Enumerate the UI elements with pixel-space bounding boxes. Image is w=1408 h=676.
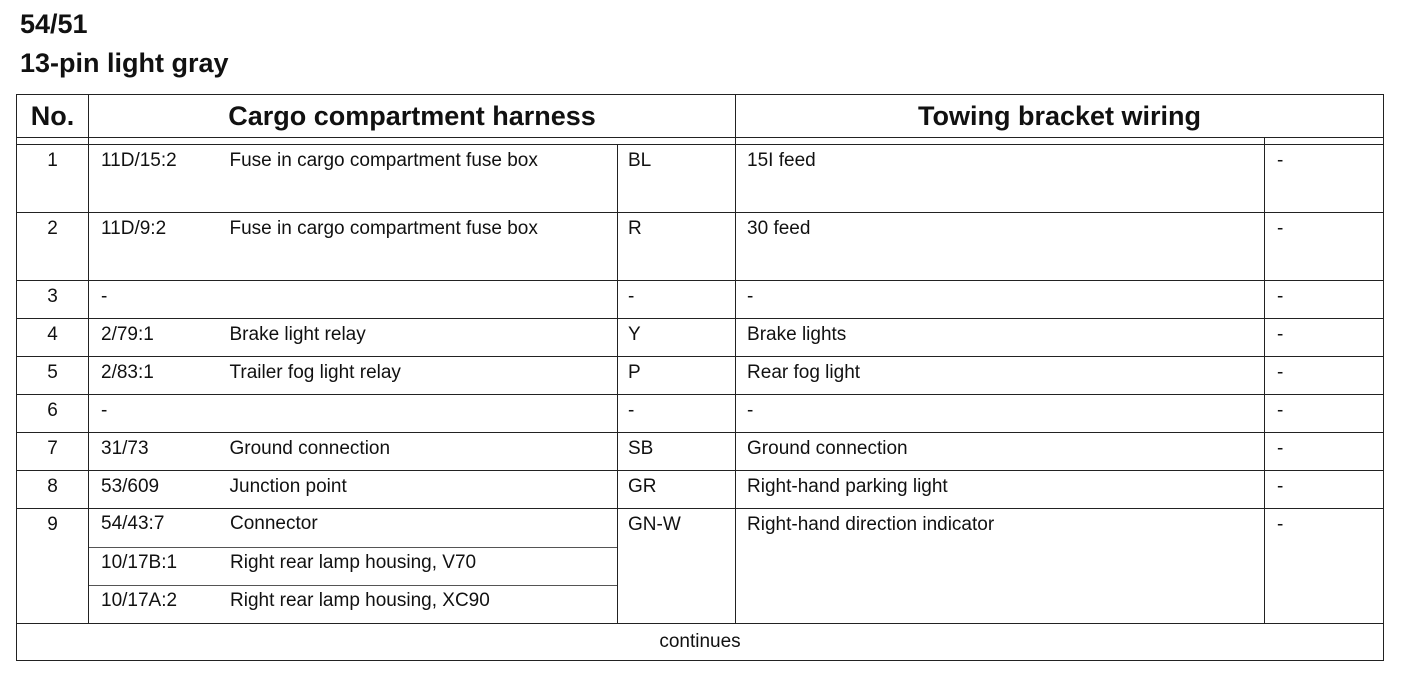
- table-row: [17, 433, 1384, 471]
- pin-code: 10/17A:2: [101, 590, 178, 611]
- subrow: [89, 547, 617, 585]
- wire-color: -: [618, 281, 736, 319]
- pin-number: 4: [17, 319, 89, 357]
- pinout-table: [16, 94, 1384, 661]
- pin-number: 1: [17, 145, 89, 213]
- connector-id: 54/51: [20, 9, 88, 39]
- table-row: [17, 213, 1384, 281]
- pin-code: 31/73: [89, 433, 230, 471]
- connector-description: 13-pin light gray: [20, 48, 229, 78]
- towing-function: -: [736, 395, 1265, 433]
- towing-function: Brake lights: [736, 319, 1265, 357]
- subrow: [89, 509, 617, 547]
- table-row: [17, 281, 1384, 319]
- pin-description: Trailer fog light relay: [230, 357, 618, 395]
- pin-code: 2/79:1: [89, 319, 230, 357]
- towing-extra: -: [1265, 145, 1384, 213]
- continues-label: continues: [17, 624, 1384, 661]
- wire-color: BL: [618, 145, 736, 213]
- pin-code: 11D/9:2: [89, 213, 230, 281]
- wire-color: R: [618, 213, 736, 281]
- pin-description: Right rear lamp housing, V70: [230, 552, 477, 573]
- pin-subrows: [89, 509, 618, 624]
- towing-extra: -: [1265, 395, 1384, 433]
- towing-function: 30 feed: [736, 213, 1265, 281]
- pin-code: 11D/15:2: [89, 145, 230, 213]
- pin-description: Junction point: [230, 471, 618, 509]
- pin-description: [230, 395, 618, 433]
- pin-number: 9: [17, 509, 89, 624]
- pin-code: 10/17B:1: [101, 552, 178, 573]
- pin-description: Right rear lamp housing, XC90: [230, 590, 490, 611]
- wire-color: GR: [618, 471, 736, 509]
- wire-color: P: [618, 357, 736, 395]
- pin-number: 5: [17, 357, 89, 395]
- towing-extra: -: [1265, 213, 1384, 281]
- pin-code: -: [89, 281, 230, 319]
- pin-description: Fuse in cargo compartment fuse box: [230, 213, 618, 281]
- pin-code: 2/83:1: [89, 357, 230, 395]
- towing-function: Rear fog light: [736, 357, 1265, 395]
- pin-description: Fuse in cargo compartment fuse box: [230, 145, 618, 213]
- header-cargo: Cargo compartment harness: [89, 95, 736, 138]
- pin-code: 54/43:7: [101, 513, 165, 534]
- table-row: [17, 357, 1384, 395]
- table-row: [17, 145, 1384, 213]
- table-header-row: [17, 95, 1384, 138]
- header-no: No.: [17, 95, 89, 138]
- pin-number: 3: [17, 281, 89, 319]
- header-towing: Towing bracket wiring: [736, 95, 1384, 138]
- towing-extra: -: [1265, 509, 1384, 624]
- wire-color: GN-W: [618, 509, 736, 624]
- pin-number: 7: [17, 433, 89, 471]
- towing-extra: -: [1265, 433, 1384, 471]
- wire-color: SB: [618, 433, 736, 471]
- towing-function: Ground connection: [736, 433, 1265, 471]
- table-row: [17, 395, 1384, 433]
- pin-description: [230, 281, 618, 319]
- towing-function: Right-hand direction indicator: [736, 509, 1265, 624]
- header-gap: [17, 138, 1384, 145]
- pin-description: Ground connection: [230, 433, 618, 471]
- table-row: [17, 471, 1384, 509]
- subrow: [89, 585, 617, 623]
- towing-function: Right-hand parking light: [736, 471, 1265, 509]
- towing-extra: -: [1265, 357, 1384, 395]
- pin-description: Connector: [230, 513, 318, 534]
- pin-code: 53/609: [89, 471, 230, 509]
- wire-color: Y: [618, 319, 736, 357]
- pin-description: Brake light relay: [230, 319, 618, 357]
- pin-code: -: [89, 395, 230, 433]
- towing-function: 15I feed: [736, 145, 1265, 213]
- table-row: [17, 509, 1384, 624]
- table-row: [17, 319, 1384, 357]
- pin-number: 8: [17, 471, 89, 509]
- pin-number: 6: [17, 395, 89, 433]
- towing-extra: -: [1265, 281, 1384, 319]
- towing-function: -: [736, 281, 1265, 319]
- continues-row: [17, 624, 1384, 661]
- towing-extra: -: [1265, 471, 1384, 509]
- wire-color: -: [618, 395, 736, 433]
- pin-number: 2: [17, 213, 89, 281]
- towing-extra: -: [1265, 319, 1384, 357]
